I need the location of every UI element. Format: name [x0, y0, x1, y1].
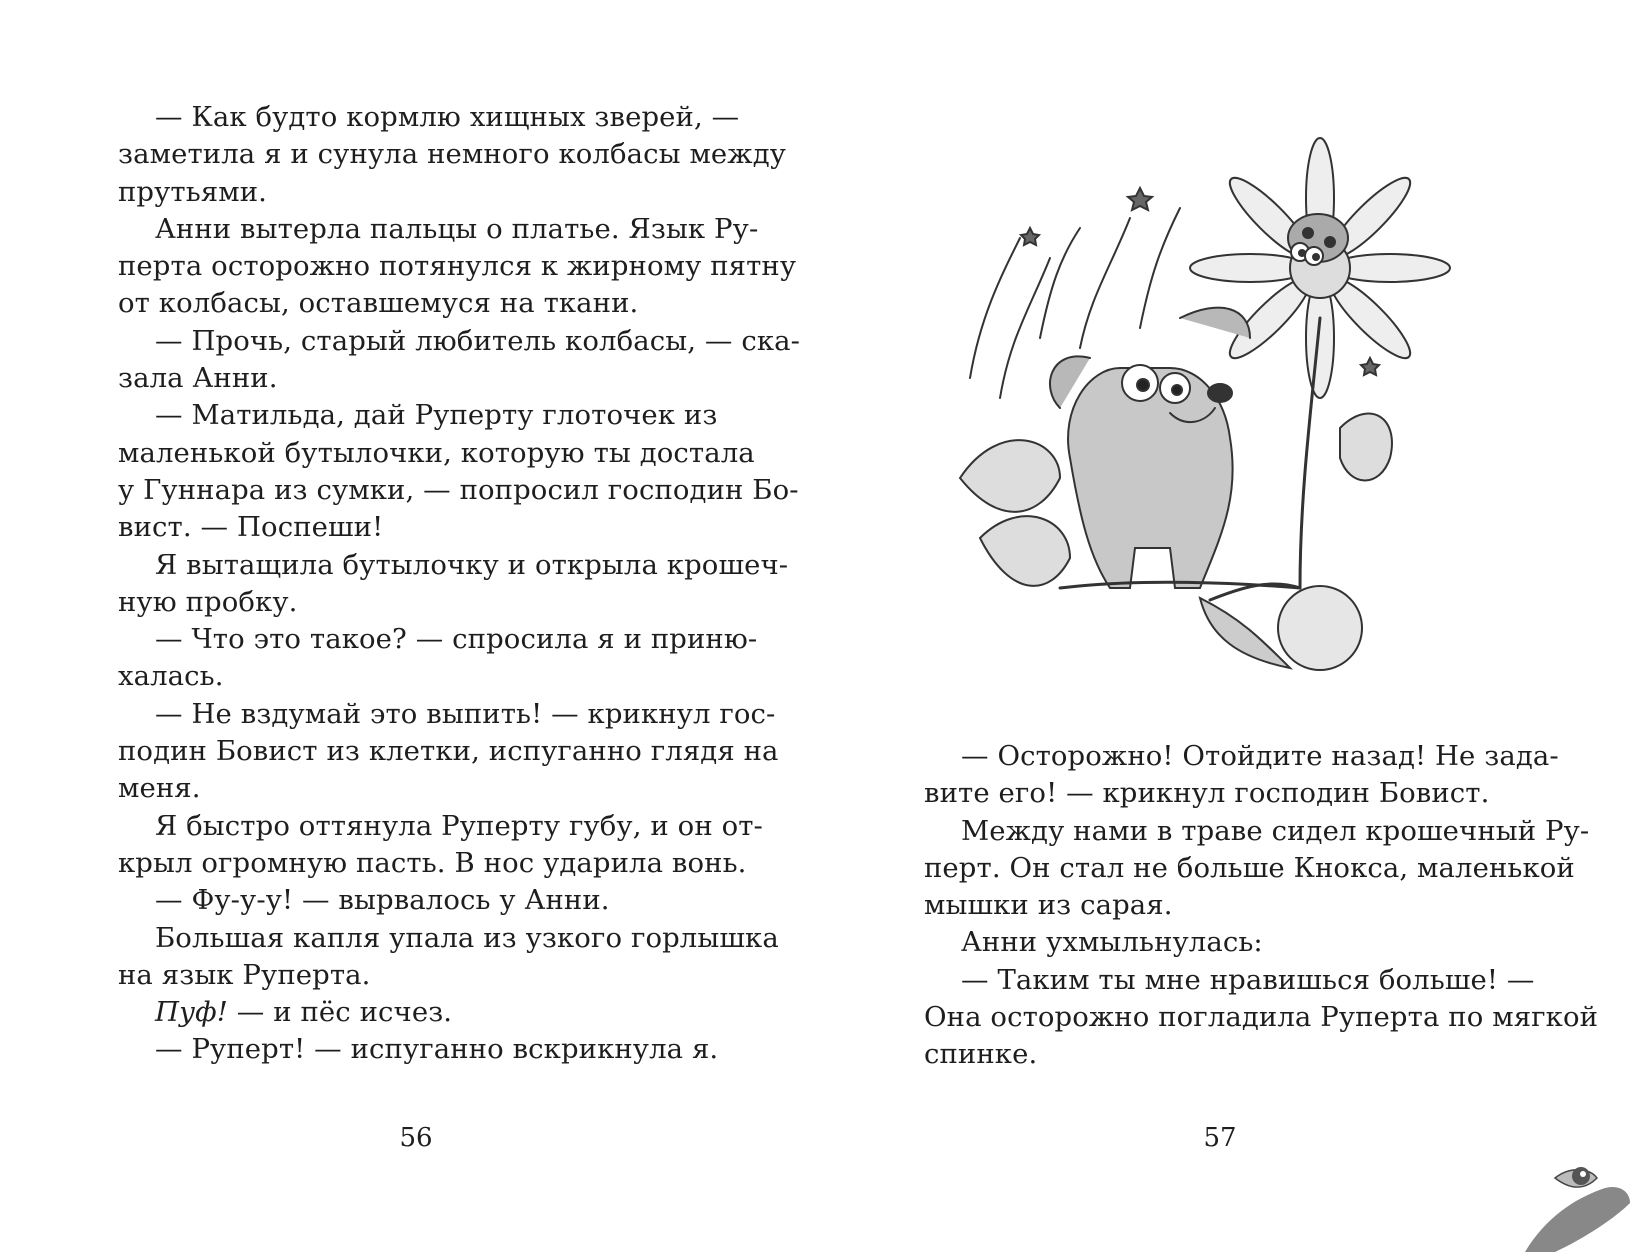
text-line: зала Анни. [118, 362, 278, 395]
text-line: подин Бовист из клетки, испуганно глядя на [118, 735, 779, 768]
text-line: от колбасы, оставшемуся на ткани. [118, 287, 639, 320]
text-line: заметила я и сунула немного колбасы между [118, 138, 787, 171]
text-line: маленькой бутылочки, которую ты достала [118, 436, 755, 469]
text-line-remainder: — и пёс исчез. [236, 996, 453, 1029]
text-line: Между нами в траве сидел крошечный Ру- [961, 814, 1590, 847]
dog-icon [1050, 308, 1250, 588]
text-line: — Как будто кормлю хищных зверей, — [155, 101, 740, 133]
text-line: на язык Руперта. [118, 958, 371, 991]
text-line: перта осторожно потянулся к жирному пятну [118, 250, 797, 283]
bird-corner-icon [1525, 1148, 1630, 1252]
text-line: — Осторожно! Отойдите назад! Не зада- [961, 740, 1559, 772]
text-line: — Руперт! — испуганно вскрикнула я. [155, 1033, 719, 1066]
text-line: меня. [118, 772, 201, 805]
text-line: — Не вздумай это выпить! — крикнул гос- [155, 697, 776, 730]
text-line: — Что это такое? — спросила я и приню- [155, 623, 758, 656]
dog-among-flowers-illustration [940, 118, 1460, 698]
page-number-right: 57 [1203, 1123, 1237, 1153]
text-line: прутьями. [118, 175, 268, 208]
text-line: Она осторожно погладила Руперта по мягкой [924, 1001, 1599, 1034]
text-line: крыл огромную пасть. В нос ударила вонь. [118, 846, 747, 879]
right-page-text [924, 738, 1599, 1074]
text-line: Я быстро оттянула Руперту губу, и он от- [155, 809, 763, 842]
text-line: Анни вытерла пальцы о платье. Язык Ру- [155, 212, 759, 245]
text-line: — Фу-у-у! — вырвалось у Анни. [155, 884, 610, 917]
text-line: Я вытащила бутылочку и открыла крошеч- [155, 548, 789, 581]
text-line: — Прочь, старый любитель колбасы, — ска- [155, 324, 801, 357]
text-line: мышки из сарая. [924, 889, 1173, 922]
left-page-text [118, 99, 801, 1069]
text-line: — Таким ты мне нравишься больше! — [961, 963, 1535, 996]
text-line: халась. [118, 660, 224, 693]
daisy-flower-icon [1190, 138, 1450, 398]
text-line: — Матильда, дай Руперту глоточек из [155, 399, 718, 432]
text-line: вист. — Поспеши! [118, 511, 384, 544]
page-number-left: 56 [399, 1123, 433, 1153]
text-line: вите его! — крикнул господин Бовист. [924, 777, 1490, 810]
text-line: спинке. [924, 1038, 1038, 1071]
text-line: ную пробку. [118, 585, 298, 618]
text-line: Большая капля упала из узкого горлышка [155, 921, 779, 954]
puf-exclamation: Пуф! [155, 996, 228, 1029]
text-line: Анни ухмыльнулась: [961, 926, 1263, 959]
text-line: перт. Он стал не больше Кнокса, маленькой [924, 851, 1575, 884]
text-line-puf [118, 994, 712, 1031]
text-line: у Гуннара из сумки, — попросил господин Бо- [118, 473, 799, 506]
